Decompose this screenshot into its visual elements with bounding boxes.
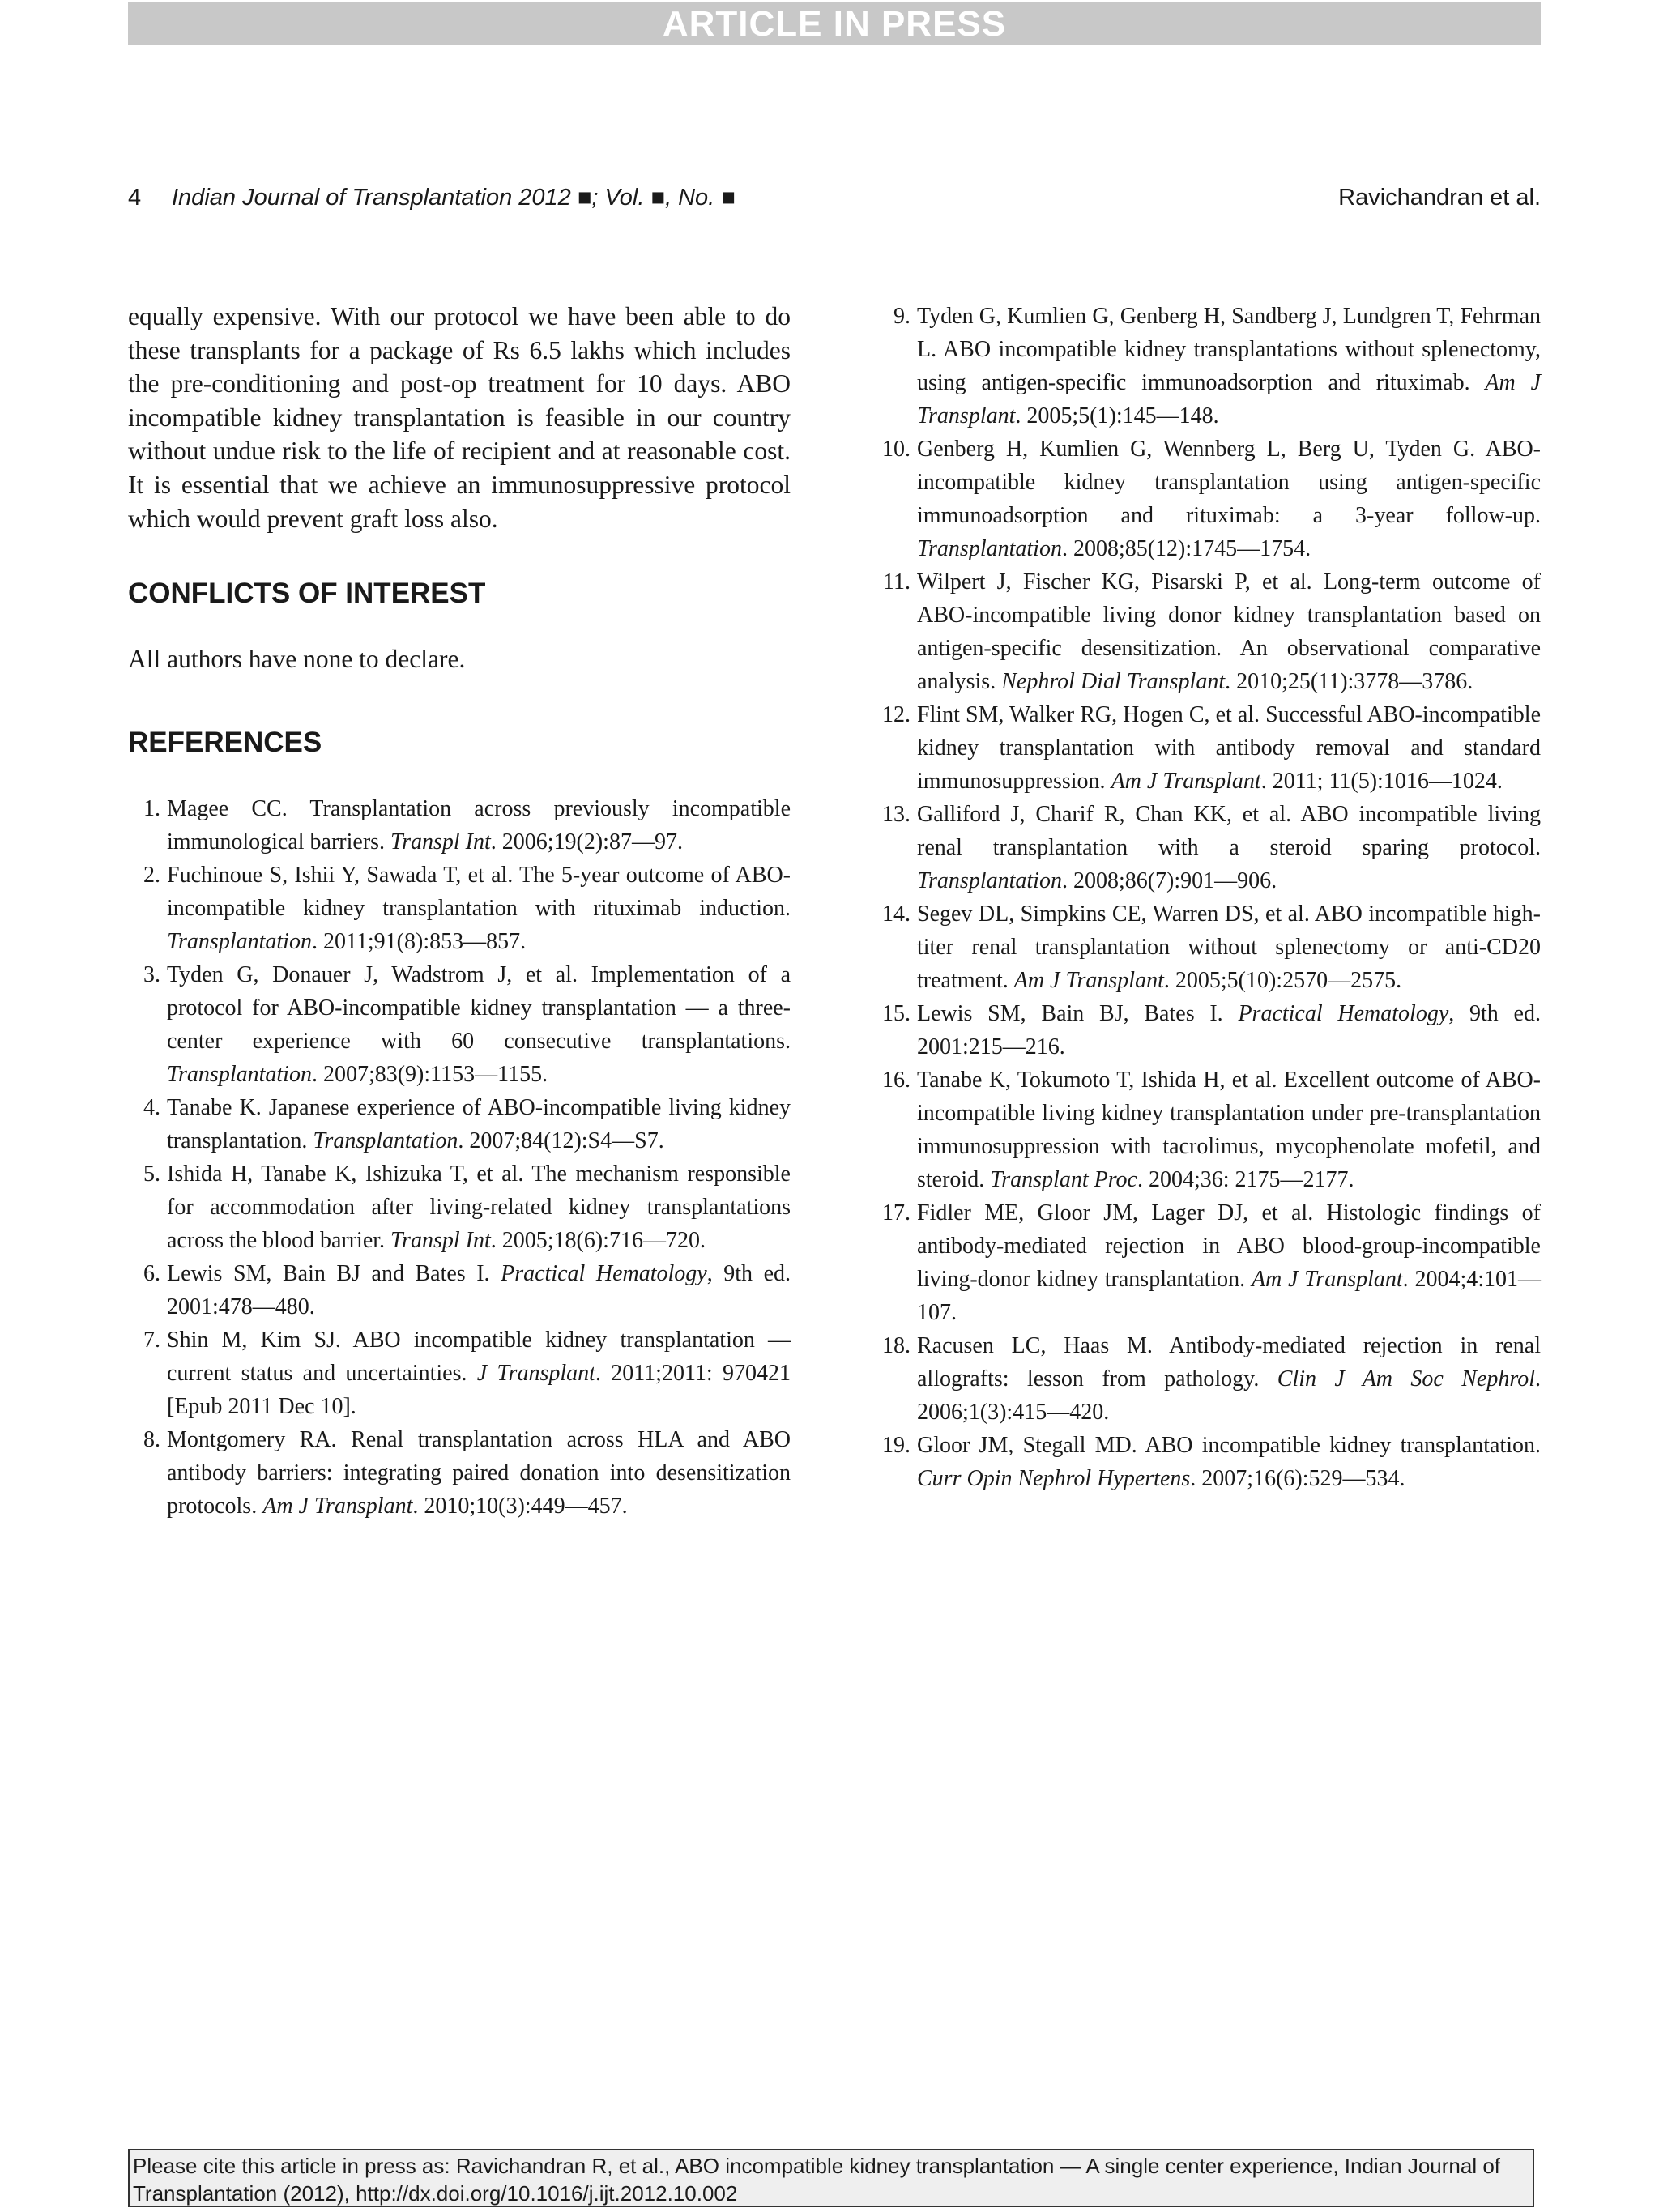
running-head-authors: Ravichandran et al. [1338, 185, 1541, 211]
reference-number: 17. [882, 1200, 911, 1225]
reference-journal: J Transplant [476, 1360, 595, 1386]
reference-details: . 2006;19(2):87—97. [490, 829, 683, 855]
reference-item [128, 1423, 791, 1523]
reference-item [873, 300, 1541, 433]
running-head [128, 180, 1541, 215]
reference-text: Fuchinoue S, Ishii Y, Sawada T, et al. The 5-year outcome of ABO-incompatible kidney transplantation with rituximab induction. [167, 862, 791, 921]
reference-text: Racusen LC, Haas M. Antibody-mediated rejection in renal allografts: lesson from pathology. [917, 1333, 1541, 1392]
reference-text: Lewis SM, Bain BJ, Bates I. [917, 1001, 1239, 1026]
reference-item [873, 1196, 1541, 1329]
reference-text: Ishida H, Tanabe K, Ishizuka T, et al. The mechanism responsible for accommodation after living-related kidney transplantations across the blood barrier. [167, 1161, 791, 1253]
reference-details: . 2005;5(10):2570—2575. [1163, 968, 1402, 993]
reference-details: . 2011; 11(5):1016—1024. [1260, 769, 1503, 794]
reference-text: Tanabe K. Japanese experience of ABO-incompatible living kidney transplantation. [167, 1094, 791, 1153]
reference-journal: Am J Transplant [917, 370, 1541, 428]
reference-number: 11. [883, 569, 911, 595]
reference-text: Tyden G, Kumlien G, Genberg H, Sandberg J, Lundgren T, Fehrman L. ABO incompatible kidney transplantations without splenectomy, using antigen-specific immunoadsorption and rituximab. [917, 304, 1541, 395]
reference-number: 10. [882, 437, 911, 462]
reference-details: . 2007;83(9):1153—1155. [311, 1061, 548, 1087]
reference-item [873, 897, 1541, 997]
reference-number: 12. [882, 702, 911, 727]
right-column [873, 300, 1541, 1495]
reference-details: . 2006;1(3):415—420. [917, 1366, 1541, 1425]
reference-text: Flint SM, Walker RG, Hogen C, et al. Successful ABO-incompatible kidney transplantation with antibody removal and standard immunosuppression. [917, 702, 1541, 794]
conflicts-text: All authors have none to declare. [128, 645, 466, 674]
left-column [128, 300, 791, 1523]
reference-text: Tanabe K, Tokumoto T, Ishida H, et al. Excellent outcome of ABO-incompatible living kidney transplantation under pre-transplantation immunosuppression with tacrolimus, mycophenolate mofetil, and steroid. [917, 1068, 1541, 1192]
reference-text: Tyden G, Donauer J, Wadstrom J, et al. Implementation of a protocol for ABO-incompatible kidney transplantation — a three-center experience with 60 consecutive transplantations. [167, 961, 791, 1054]
reference-number: 2. [143, 862, 160, 888]
reference-journal: Clin J Am Soc Nephrol [1277, 1366, 1535, 1392]
reference-text: Galliford J, Charif R, Chan KK, et al. ABO incompatible living renal transplantation with a steroid sparing protocol. [917, 802, 1541, 860]
reference-details: , 9th ed. 2001:215—216. [917, 1001, 1541, 1059]
reference-details: . 2010;25(11):3778—3786. [1225, 669, 1473, 694]
reference-details: . 2004;4:101—107. [917, 1267, 1541, 1325]
reference-details: . 2005;5(1):145—148. [1015, 403, 1219, 428]
reference-number: 18. [882, 1333, 911, 1358]
conflicts-heading: CONFLICTS OF INTEREST [128, 578, 486, 610]
references-heading: REFERENCES [128, 726, 322, 758]
reference-number: 9. [893, 304, 911, 329]
reference-item [873, 997, 1541, 1063]
reference-details: . 2008;85(12):1745—1754. [1061, 536, 1311, 561]
reference-journal: Am J Transplant [262, 1493, 413, 1519]
reference-item [873, 1063, 1541, 1196]
reference-details: . 2010;10(3):449—457. [412, 1493, 628, 1519]
reference-number: 15. [882, 1001, 911, 1026]
reference-details: . 2004;36: 2175—2177. [1137, 1167, 1354, 1192]
reference-number: 19. [882, 1433, 911, 1458]
reference-text: Magee CC. Transplantation across previously incompatible immunological barriers. [167, 795, 791, 855]
reference-text: Wilpert J, Fischer KG, Pisarski P, et al. Long-term outcome of ABO-incompatible living donor kidney transplantation based on antigen-specific desensitization. An observational comparative analysis. [917, 569, 1541, 694]
citation-box: Please cite this article in press as: Ravichandran R, et al., ABO incompatible kidney transplantation — A single center experience, Indian Journal of Transplantation (2012), http://dx.doi.org/10.1016/j.ijt.2012.10.002 [128, 2149, 1534, 2207]
reference-number: 4. [143, 1094, 160, 1120]
reference-text: Segev DL, Simpkins CE, Warren DS, et al. ABO incompatible high-titer renal transplantation without splenectomy or anti-CD20 treatment. [917, 901, 1541, 993]
reference-number: 13. [882, 802, 911, 827]
reference-item [128, 1091, 791, 1157]
reference-item [128, 792, 791, 859]
reference-number: 8. [143, 1426, 160, 1452]
reference-details: , 9th ed. 2001:478—480. [167, 1260, 791, 1319]
reference-item [128, 1323, 791, 1423]
reference-item [873, 565, 1541, 698]
reference-journal: Curr Opin Nephrol Hypertens [917, 1466, 1191, 1491]
reference-journal: Am J Transplant [1251, 1267, 1403, 1292]
reference-item [128, 859, 791, 958]
reference-details: . 2005;18(6):716—720. [490, 1227, 706, 1253]
reference-number: 1. [143, 795, 160, 821]
reference-journal: Transplantation [313, 1127, 458, 1153]
reference-item [873, 698, 1541, 798]
reference-number: 3. [143, 961, 160, 987]
reference-item [873, 433, 1541, 565]
reference-journal: Am J Transplant [1111, 769, 1261, 794]
reference-details: . 2007;16(6):529—534. [1190, 1466, 1405, 1491]
reference-journal: Practical Hematology [1238, 1001, 1449, 1026]
reference-number: 16. [882, 1068, 911, 1093]
reference-journal: Nephrol Dial Transplant [1001, 669, 1226, 694]
reference-details: . 2007;84(12):S4—S7. [458, 1127, 664, 1153]
reference-journal: Transpl Int [390, 829, 491, 855]
reference-journal: Transplantation [917, 536, 1062, 561]
reference-journal: Am J Transplant [1013, 968, 1164, 993]
reference-text: Shin M, Kim SJ. ABO incompatible kidney transplantation — current status and uncertainties. [167, 1327, 791, 1386]
body-paragraph: equally expensive. With our protocol we have been able to do these transplants for a package of Rs 6.5 lakhs which includes the pre-conditioning and post-op treatment for 10 days. ABO incompatible kidney transplantation is feasible in our country without undue risk to the life of recipient and at reasonable cost. It is essential that we achieve an immunosuppressive protocol which would prevent graft loss also. [128, 302, 791, 533]
reference-item [128, 1257, 791, 1323]
reference-journal: Transplantation [167, 1061, 312, 1087]
reference-journal: Transpl Int [390, 1227, 491, 1253]
article-in-press-banner: ARTICLE IN PRESS [128, 2, 1541, 45]
reference-number: 7. [143, 1327, 160, 1353]
reference-item [873, 798, 1541, 897]
page-number: 4 [128, 185, 142, 211]
reference-item [128, 958, 791, 1091]
reference-number: 5. [143, 1161, 160, 1187]
reference-details: . 2011;2011: 970421 [Epub 2011 Dec 10]. [167, 1360, 791, 1419]
reference-text: Montgomery RA. Renal transplantation across HLA and ABO antibody barriers: integrating paired donation into desensitization protocols. [167, 1426, 791, 1519]
reference-text: Genberg H, Kumlien G, Wennberg L, Berg U, Tyden G. ABO-incompatible kidney transplantation using antigen-specific immunoadsorption and rituximab: a 3-year follow-up. [917, 437, 1541, 528]
reference-item [873, 1329, 1541, 1429]
reference-journal: Transplantation [167, 928, 312, 954]
reference-number: 14. [882, 901, 911, 927]
journal-title: Indian Journal of Transplantation 2012 ■; Vol. ■, No. ■ [172, 185, 736, 211]
reference-number: 6. [143, 1260, 160, 1286]
reference-text: Lewis SM, Bain BJ and Bates I. [167, 1260, 501, 1286]
reference-list-left [128, 792, 791, 1523]
reference-details: . 2008;86(7):901—906. [1061, 868, 1277, 893]
reference-text: Fidler ME, Gloor JM, Lager DJ, et al. Histologic findings of antibody-mediated rejection in ABO blood-group-incompatible living-donor kidney transplantation. [917, 1200, 1541, 1292]
reference-text: Gloor JM, Stegall MD. ABO incompatible kidney transplantation. [917, 1433, 1541, 1458]
reference-list-right [873, 300, 1541, 1495]
reference-journal: Transplant Proc [990, 1167, 1137, 1192]
reference-details: . 2011;91(8):853—857. [311, 928, 527, 954]
reference-journal: Practical Hematology [501, 1260, 707, 1286]
reference-item [128, 1157, 791, 1257]
reference-item [873, 1429, 1541, 1495]
reference-journal: Transplantation [917, 868, 1062, 893]
